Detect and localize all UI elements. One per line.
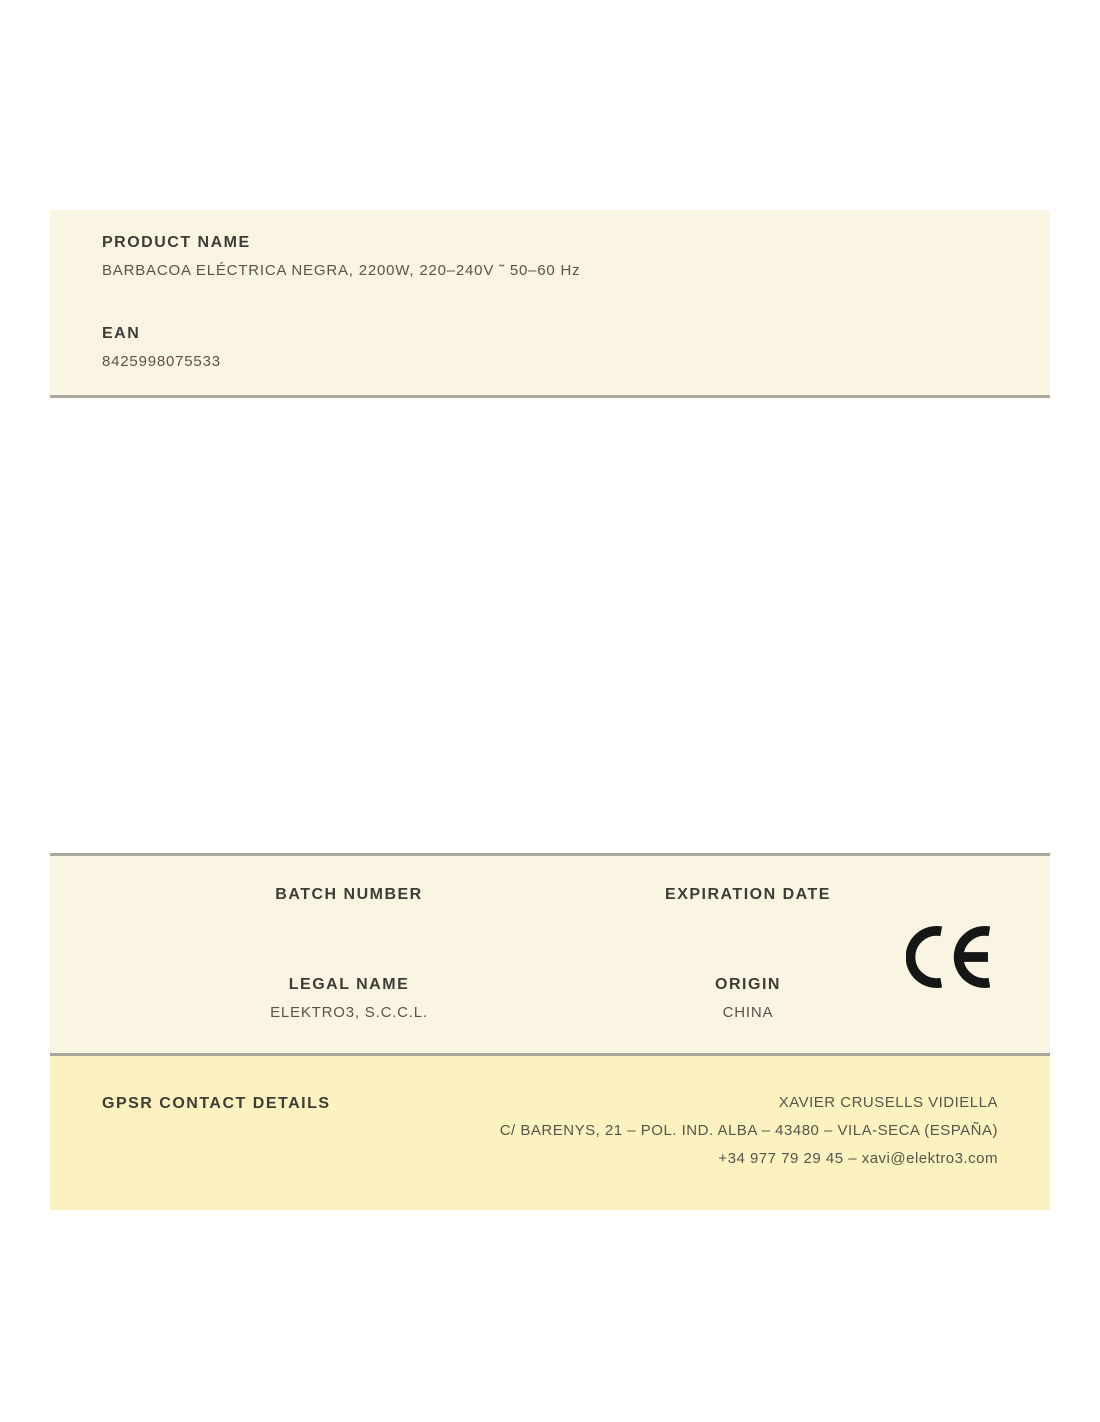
legal-name-label: LEGAL NAME: [288, 976, 410, 993]
gpsr-contact-phone-email: +34 977 79 29 45 – xavi@elektro3.com: [718, 1150, 998, 1167]
gpsr-contact-details-label: GPSR CONTACT DETAILS: [102, 1095, 331, 1112]
legal-name-value: ELEKTRO3, S.C.C.L.: [270, 1004, 428, 1021]
product-name-label: PRODUCT NAME: [102, 234, 251, 251]
gpsr-contact-panel: [50, 1056, 1050, 1210]
origin-value: CHINA: [722, 1004, 774, 1021]
origin-label: ORIGIN: [715, 976, 781, 993]
ce-mark-icon: [906, 926, 990, 988]
gpsr-contact-block: [500, 1089, 998, 1173]
product-info-panel: [50, 210, 1050, 398]
ean-label: EAN: [102, 325, 141, 342]
gpsr-contact-name: XAVIER CRUSELLS VIDIELLA: [778, 1094, 998, 1111]
expiration-date-label: EXPIRATION DATE: [665, 886, 831, 903]
product-name-value: BARBACOA ELÉCTRICA NEGRA, 2200W, 220–240V ˜ 50–60 Hz: [102, 262, 581, 279]
batch-info-panel: [50, 853, 1050, 1056]
ean-value: 8425998075533: [102, 353, 221, 370]
batch-number-label: BATCH NUMBER: [275, 886, 423, 903]
gpsr-contact-address: C/ BARENYS, 21 – POL. IND. ALBA – 43480 – VILA-SECA (ESPAÑA): [499, 1122, 998, 1139]
